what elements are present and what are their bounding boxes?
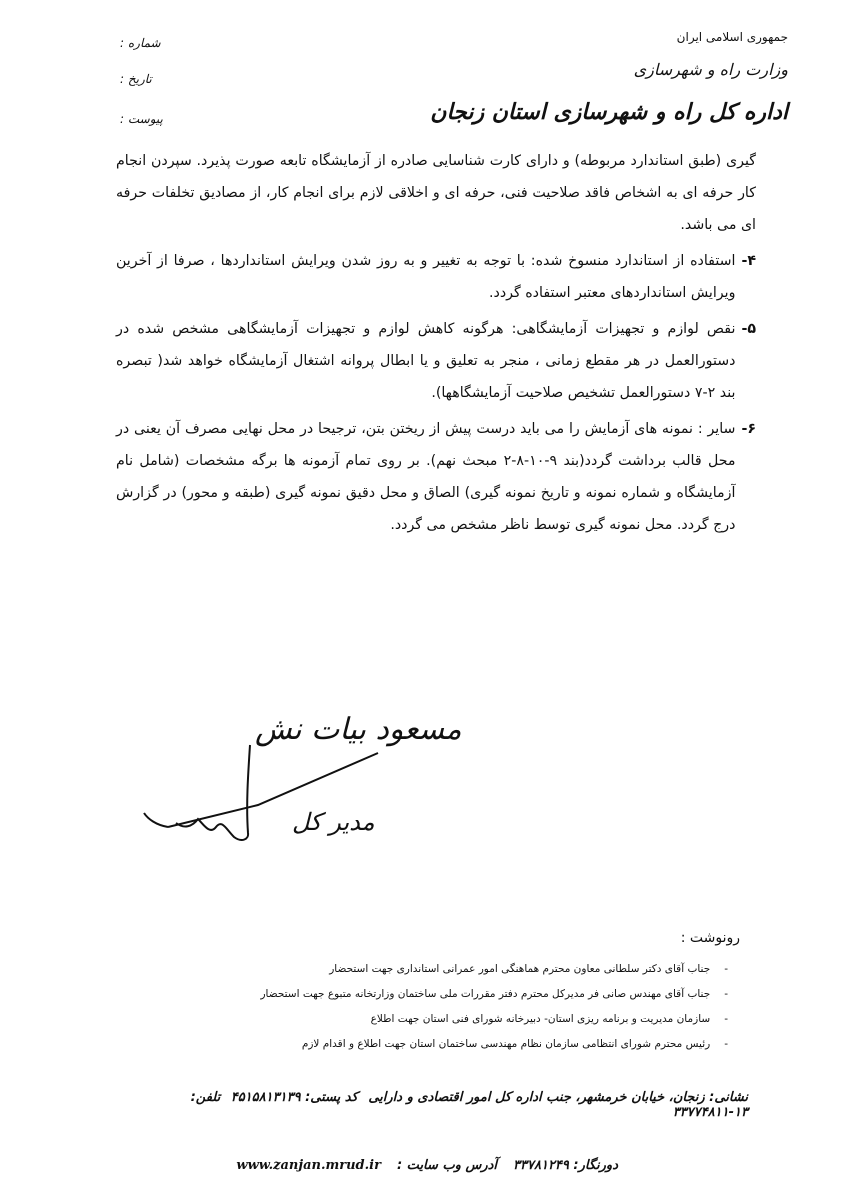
signatory-title: مدیر کل — [292, 808, 375, 836]
address-line — [108, 1090, 748, 1120]
list-item — [168, 957, 728, 982]
number-label: شماره : — [120, 36, 161, 50]
cc-recipient: سازمان مدیریت و برنامه ریزی استان- دبیرخانه شورای فنی استان جهت اطلاع — [370, 1013, 711, 1025]
item-text: استفاده از استاندارد منسوخ شده: با توجه به تغییر و به روز شدن ویرایش استانداردها ، صرفا از آخرین ویرایش استانداردهای معتبر استفاده گردد. — [116, 253, 736, 301]
website-label: آدرس وب سایت : — [396, 1158, 498, 1173]
footer-line — [236, 1158, 618, 1173]
signatory-name: مسعود بیات نش — [255, 712, 462, 747]
government-name: جمهوری اسلامی ایران — [676, 30, 788, 44]
cc-recipient: رئیس محترم شورای انتظامی سازمان نظام مهندسی ساختمان استان جهت اطلاع و اقدام لازم — [301, 1038, 711, 1050]
dash-bullet: - — [724, 1013, 728, 1025]
list-item — [116, 313, 756, 409]
list-item — [168, 1007, 728, 1032]
cc-recipient: جناب آقای مهندس صانی فر مدیرکل محترم دفتر مقررات ملی ساختمان وزارتخانه متبوع جهت استحضار — [260, 988, 711, 1000]
date-label: تاریخ : — [120, 72, 152, 86]
list-item — [116, 413, 756, 541]
dash-bullet: - — [724, 963, 728, 975]
list-item — [168, 982, 728, 1007]
item-number: ۶- — [741, 421, 756, 437]
fax: دورنگار: ۳۳۷۸۱۲۴۹ — [513, 1158, 618, 1173]
address: نشانی: زنجان، خیابان خرمشهر، جنب اداره کل امور اقتصادی و دارایی — [368, 1090, 748, 1105]
item-text: سایر : نمونه های آزمایش را می باید درست پیش از ریختن بتن، ترجیحا در محل نهایی مصرف آن یعنی در محل قالب برداشت گردد(بند ۹-۱۰-۸-۲ مبحث نهم). بر روی تمام آزمونه ها برگه مشخصات (شامل نام آزمایشگاه و شماره نمونه و تاریخ نمونه گیری) الصاق و محل دقیق نمونه گیری (طبقه و محور) در گزارش درج گردد. محل نمونه گیری توسط ناظر مشخص می گردد. — [116, 421, 736, 533]
list-item — [116, 245, 756, 309]
phone: تلفن: ۱۳-۳۳۷۷۴۸۱۱ — [190, 1090, 748, 1120]
letter-body — [116, 145, 756, 541]
cc-recipient: جناب آقای دکتر سلطانی معاون محترم هماهنگی امور عمرانی استانداری جهت استحضار — [329, 963, 711, 975]
continuation-paragraph: گیری (طبق استاندارد مربوطه) و دارای کارت شناسایی صادره از آزمایشگاه تابعه صورت پذیرد. سپردن انجام کار حرفه ای به اشخاص فاقد صلاحیت فنی، حرفه ای و اخلاقی لازم برای انجام کار، از مصادیق تخلفات حرفه ای می باشد. — [116, 153, 756, 233]
ministry-name: وزارت راه و شهرسازی — [633, 60, 788, 79]
website-link[interactable]: www.zanjan.mrud.ir — [236, 1158, 381, 1173]
department-name: اداره کل راه و شهرسازی استان زنجان — [430, 100, 788, 125]
postal-code: کد پستی: ۴۵۱۵۸۱۳۱۳۹ — [230, 1090, 358, 1105]
list-item — [168, 1032, 728, 1057]
cc-list — [168, 957, 728, 1057]
item-text: نقص لوازم و تجهیزات آزمایشگاهی: هرگونه کاهش لوازم و تجهیزات آزمایشگاهی مشخص شده در دستورالعمل در هر مقطع زمانی ، منجر به تعلیق و یا ابطال پروانه اشتغال آزمایشگاه خواهد شد( تبصره بند ۲-۷ دستورالعمل تشخیص صلاحیت آزمایشگاهها). — [116, 321, 736, 401]
item-number: ۴- — [741, 253, 756, 269]
dash-bullet: - — [724, 1038, 728, 1050]
item-number: ۵- — [741, 321, 756, 337]
attachment-label: پیوست : — [120, 112, 163, 126]
cc-title: رونوشت : — [680, 930, 740, 946]
dash-bullet: - — [724, 988, 728, 1000]
